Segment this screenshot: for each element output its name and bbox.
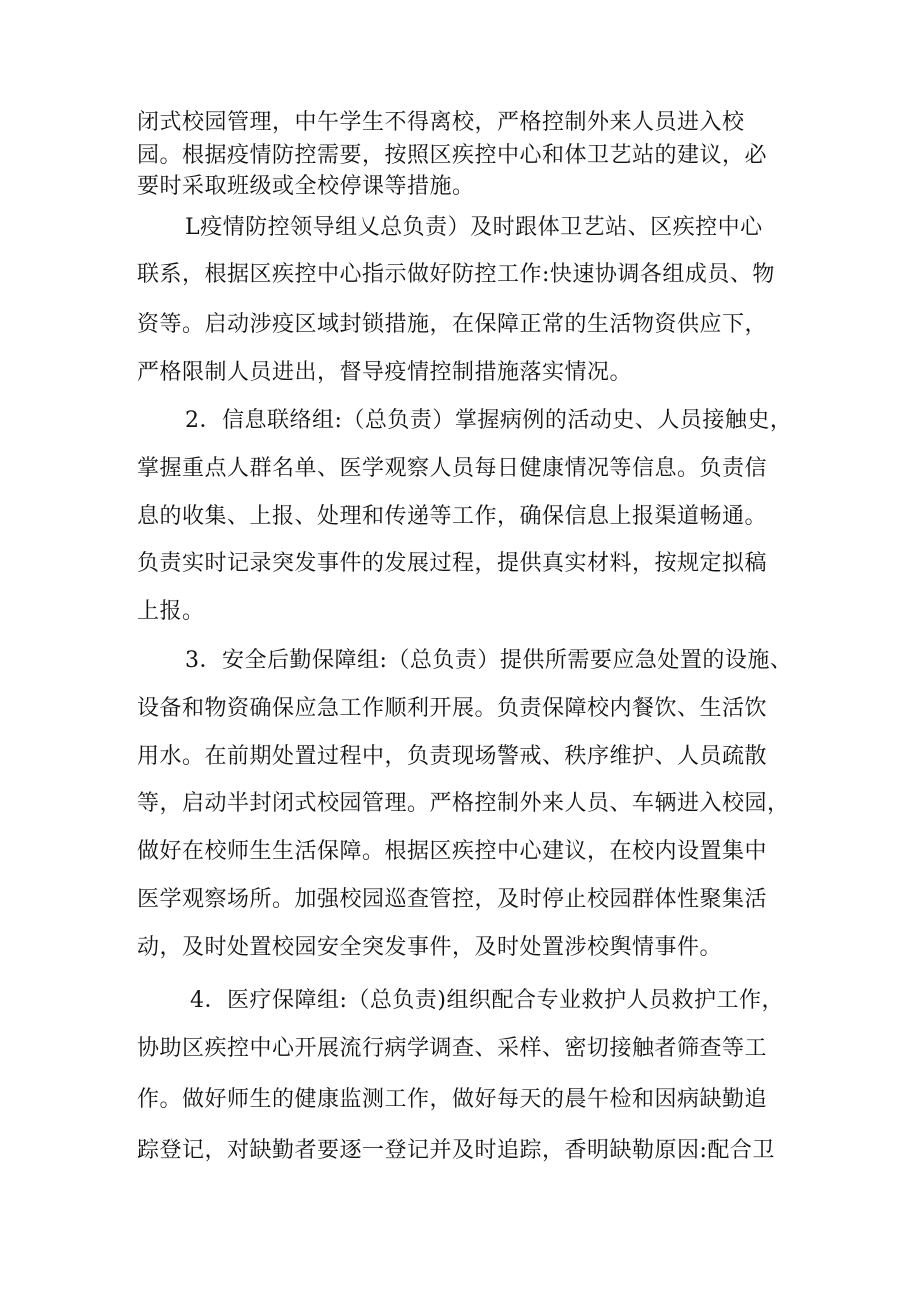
text-line: 严格限制人员进出，督导疫情控制措施落实情况。 xyxy=(137,360,633,385)
text-line: 等，启动半封闭式校园管理。严格控制外来人员、车辆进入校园， xyxy=(137,791,790,816)
text-line: 上报。 xyxy=(137,599,205,624)
text-line: 2．信息联络组:（总负责）掌握病例的活动史、人员接触史， xyxy=(185,408,793,433)
text-line: 用水。在前期处置过程中，负责现场警戒、秩序维护、人员疏散 xyxy=(137,744,768,769)
text-line: 息的收集、上报、处理和传递等工作，确保信息上报渠道畅通。 xyxy=(137,504,768,529)
text-line: 3．安全后勤保障组:（总负责）提供所需要应急处置的设施、 xyxy=(185,648,793,673)
text-line: 资等。启动涉疫区域封锁措施，在保障正常的生活物资供应下， xyxy=(137,312,768,337)
text-line: 负责实时记录突发事件的发展过程，提供真实材料，按规定拟稿 xyxy=(137,551,768,576)
text-line: 作。做好师生的健康监测工作，做好每天的晨午检和因病缺勤追 xyxy=(137,1087,768,1112)
text-line: 做好在校师生生活保障。根据区疾控中心建议，在校内设置集中 xyxy=(137,839,768,864)
text-line: 动，及时处置校园安全突发事件，及时处置涉校舆情事件。 xyxy=(137,935,723,960)
text-line: 联系，根据区疾控中心指示做好防控工作:快速协调各组成员、物 xyxy=(137,262,775,287)
text-line: 设备和物资确保应急工作顺利开展。负责保障校内餐饮、生活饮 xyxy=(137,696,768,721)
text-line: L疫情防控领导组乂总负责）及时跟体卫艺站、区疾控中心 xyxy=(185,215,763,240)
text-line: 协助区疾控中心开展流行病学调查、采样、密切接触者筛查等工 xyxy=(137,1036,768,1061)
text-line: 闭式校园管理，中午学生不得离校，严格控制外来人员进入校 xyxy=(137,110,745,135)
text-line: 要时采取班级或全校停课等措施。 xyxy=(137,174,475,199)
text-line: 园。根据疫情防控需要，按照区疾控中心和体卫艺站的建议，必 xyxy=(137,143,768,168)
text-line: 医学观察场所。加强校园巡查管控，及时停止校园群体性聚集活 xyxy=(137,887,768,912)
text-line: 踪登记，对缺勤者要逐一登记并及时追踪，香明缺勒原因:配合卫 xyxy=(137,1138,775,1163)
text-line: 4．医疗保障组:（总负责)组织配合专业救护人员救护工作， xyxy=(190,988,784,1013)
text-line: 掌握重点人群名单、医学观察人员每日健康情况等信息。负责信 xyxy=(137,456,768,481)
